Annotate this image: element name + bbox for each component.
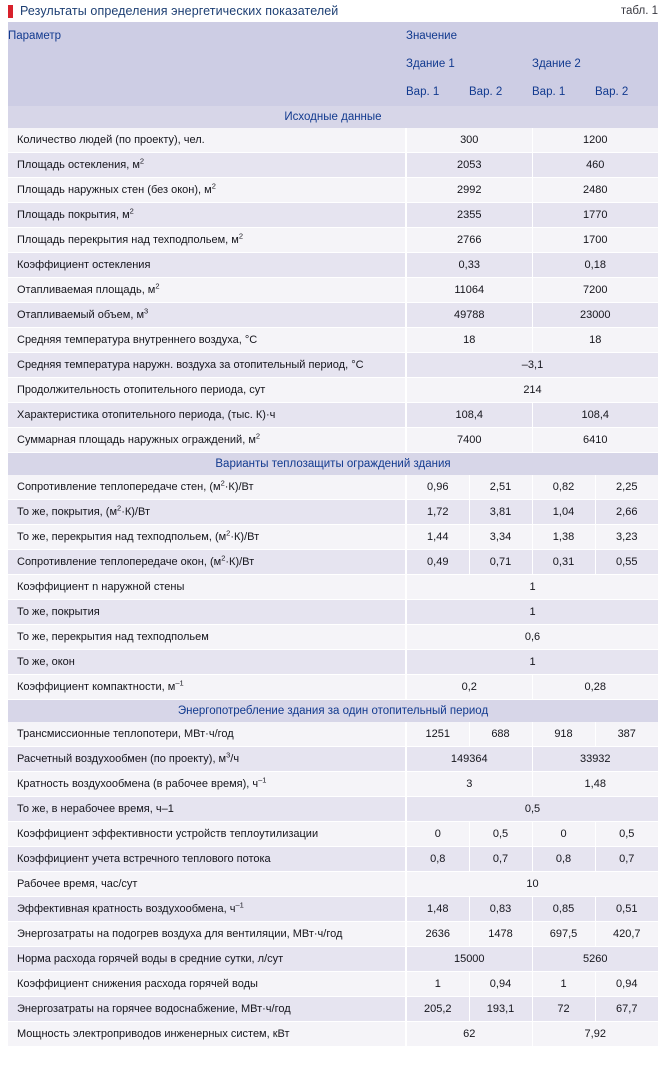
value-cell: 0,83	[469, 897, 532, 922]
section-header-row	[8, 453, 658, 476]
value-cell: 2636	[406, 922, 469, 947]
parameter-label: Площадь наружных стен (без окон), $м^2$	[8, 178, 406, 203]
parameter-label: Отапливаемая площадь, $м^2$	[8, 278, 406, 303]
table-row	[8, 575, 658, 600]
value-cell: 0,33	[406, 253, 532, 278]
table-row	[8, 428, 658, 453]
table-row	[8, 353, 658, 378]
value-cell: 193,1	[469, 997, 532, 1022]
value-cell: 1	[406, 972, 469, 997]
value-cell: 1	[406, 650, 658, 675]
value-cell: 1478	[469, 922, 532, 947]
value-cell: 6410	[532, 428, 658, 453]
value-cell: 0,7	[469, 847, 532, 872]
table-bottom-rule	[8, 1047, 658, 1049]
table-row	[8, 772, 658, 797]
value-cell: 10	[406, 872, 658, 897]
parameter-label: Трансмиссионные теплопотери, МВт·ч/год	[8, 722, 406, 747]
table-row	[8, 203, 658, 228]
value-cell: 1	[406, 575, 658, 600]
table-row	[8, 997, 658, 1022]
table-row	[8, 178, 658, 203]
table-row	[8, 1022, 658, 1047]
table-row	[8, 625, 658, 650]
parameter-label: Коэффициент учета встречного теплового потока	[8, 847, 406, 872]
parameter-label: Коэффициент компактности, $м^{-1}$	[8, 675, 406, 700]
table-row	[8, 128, 658, 153]
value-cell: 108,4	[406, 403, 532, 428]
value-cell: 49788	[406, 303, 532, 328]
table-row	[8, 872, 658, 897]
table-row	[8, 972, 658, 997]
value-cell: 460	[532, 153, 658, 178]
table-row	[8, 525, 658, 550]
table-row	[8, 847, 658, 872]
table-row	[8, 550, 658, 575]
value-cell: 3,34	[469, 525, 532, 550]
value-cell: 0,8	[532, 847, 595, 872]
table-row	[8, 722, 658, 747]
parameter-label: Коэффициент остекления	[8, 253, 406, 278]
parameter-label: То же, перекрытия над техподпольем	[8, 625, 406, 650]
value-cell: 18	[532, 328, 658, 353]
table-row	[8, 153, 658, 178]
value-cell: 0,8	[406, 847, 469, 872]
value-cell: 387	[595, 722, 658, 747]
value-cell: 214	[406, 378, 658, 403]
section-title: Варианты теплозащиты ограждений здания	[8, 453, 658, 476]
value-cell: 2766	[406, 228, 532, 253]
table-row	[8, 822, 658, 847]
parameter-label: Площадь покрытия, $м^2$	[8, 203, 406, 228]
value-cell: 2480	[532, 178, 658, 203]
value-cell: 0,7	[595, 847, 658, 872]
value-cell: –3,1	[406, 353, 658, 378]
parameter-label: Энергозатраты на подогрев воздуха для вентиляции, МВт·ч/год	[8, 922, 406, 947]
column-header-building-1: Здание 1	[406, 50, 532, 78]
value-cell: 1,44	[406, 525, 469, 550]
value-cell: 0,55	[595, 550, 658, 575]
value-cell: 1	[406, 600, 658, 625]
value-cell: 2355	[406, 203, 532, 228]
value-cell: 0	[532, 822, 595, 847]
value-cell: 0,31	[532, 550, 595, 575]
value-cell: 1,48	[532, 772, 658, 797]
value-cell: 11064	[406, 278, 532, 303]
column-header-b1-var2: Вар. 2	[469, 78, 532, 106]
value-cell: 0	[406, 822, 469, 847]
parameter-label: Средняя температура наружн. воздуха за отопительный период, °С	[8, 353, 406, 378]
value-cell: 62	[406, 1022, 532, 1047]
parameter-label: То же, перекрытия над техподпольем, $(м^2\cdot К)/Вт$	[8, 525, 406, 550]
table-row	[8, 378, 658, 403]
value-cell: 33932	[532, 747, 658, 772]
table-caption-bar	[0, 0, 666, 22]
table-row	[8, 947, 658, 972]
column-header-b2-var2: Вар. 2	[595, 78, 658, 106]
value-cell: 0,94	[595, 972, 658, 997]
table-row	[8, 228, 658, 253]
value-cell: 1251	[406, 722, 469, 747]
value-cell: 0,96	[406, 475, 469, 500]
value-cell: 18	[406, 328, 532, 353]
parameter-label: Средняя температура внутреннего воздуха, °С	[8, 328, 406, 353]
table-row	[8, 650, 658, 675]
value-cell: 5260	[532, 947, 658, 972]
table-row	[8, 600, 658, 625]
parameter-label: Суммарная площадь наружных ограждений, $м^2$	[8, 428, 406, 453]
value-cell: 15000	[406, 947, 532, 972]
parameter-label: Мощность электроприводов инженерных систем, кВт	[8, 1022, 406, 1047]
table-row	[8, 747, 658, 772]
value-cell: 7400	[406, 428, 532, 453]
column-header-value: Значение	[406, 22, 658, 50]
value-cell: 67,7	[595, 997, 658, 1022]
red-marker-icon	[8, 5, 13, 18]
table-row	[8, 897, 658, 922]
table-row	[8, 403, 658, 428]
value-cell: 1700	[532, 228, 658, 253]
value-cell: 2053	[406, 153, 532, 178]
value-cell: 0,5	[406, 797, 658, 822]
parameter-label: Продолжительность отопительного периода, сут	[8, 378, 406, 403]
parameter-label: То же, покрытия, $(м^2\cdot К)/Вт$	[8, 500, 406, 525]
parameter-label: Расчетный воздухообмен (по проекту), $м^3/ч$	[8, 747, 406, 772]
energy-indicators-table	[8, 22, 658, 1047]
value-cell: 7,92	[532, 1022, 658, 1047]
value-cell: 0,82	[532, 475, 595, 500]
table-row	[8, 675, 658, 700]
table-row	[8, 253, 658, 278]
value-cell: 1,38	[532, 525, 595, 550]
value-cell: 0,2	[406, 675, 532, 700]
value-cell: 0,28	[532, 675, 658, 700]
parameter-label: Кратность воздухообмена (в рабочее время), $ч^{-1}$	[8, 772, 406, 797]
parameter-label: Норма расхода горячей воды в средние сутки, л/сут	[8, 947, 406, 972]
parameter-label: Коэффициент n наружной стены	[8, 575, 406, 600]
table-row	[8, 328, 658, 353]
section-header-row	[8, 700, 658, 723]
value-cell: 0,49	[406, 550, 469, 575]
value-cell: 149364	[406, 747, 532, 772]
parameter-label: Эффективная кратность воздухообмена, $ч^{-1}$	[8, 897, 406, 922]
parameter-label: Площадь остекления, $м^2$	[8, 153, 406, 178]
value-cell: 2,25	[595, 475, 658, 500]
value-cell: 0,6	[406, 625, 658, 650]
value-cell: 2,51	[469, 475, 532, 500]
value-cell: 0,94	[469, 972, 532, 997]
table-row	[8, 303, 658, 328]
parameter-label: То же, покрытия	[8, 600, 406, 625]
column-header-b2-var1: Вар. 1	[532, 78, 595, 106]
header-row-1	[8, 22, 658, 50]
parameter-label: Энергозатраты на горячее водоснабжение, МВт·ч/год	[8, 997, 406, 1022]
value-cell: 300	[406, 128, 532, 153]
table-number-label: табл. 1	[620, 5, 658, 17]
value-cell: 23000	[532, 303, 658, 328]
value-cell: 0,71	[469, 550, 532, 575]
section-header-row	[8, 106, 658, 128]
parameter-label: Характеристика отопительного периода, (тыс. К)·ч	[8, 403, 406, 428]
value-cell: 0,5	[595, 822, 658, 847]
section-title: Исходные данные	[8, 106, 658, 128]
table-row	[8, 797, 658, 822]
table-row	[8, 500, 658, 525]
value-cell: 3	[406, 772, 532, 797]
value-cell: 108,4	[532, 403, 658, 428]
value-cell: 7200	[532, 278, 658, 303]
value-cell: 0,18	[532, 253, 658, 278]
parameter-label: Коэффициент снижения расхода горячей воды	[8, 972, 406, 997]
section-title: Энергопотребление здания за один отопительный период	[8, 700, 658, 723]
table-row	[8, 922, 658, 947]
table-row	[8, 278, 658, 303]
table-row	[8, 475, 658, 500]
parameter-label: Отапливаемый объем, $м^3$	[8, 303, 406, 328]
table-body	[8, 106, 658, 1047]
value-cell: 1200	[532, 128, 658, 153]
value-cell: 1	[532, 972, 595, 997]
column-header-b1-var1: Вар. 1	[406, 78, 469, 106]
value-cell: 420,7	[595, 922, 658, 947]
value-cell: 1,04	[532, 500, 595, 525]
parameter-label: Сопротивление теплопередаче окон, $(м^2\cdot К)/Вт$	[8, 550, 406, 575]
column-header-building-2: Здание 2	[532, 50, 658, 78]
value-cell: 697,5	[532, 922, 595, 947]
value-cell: 688	[469, 722, 532, 747]
parameter-label: Сопротивление теплопередаче стен, $(м^2\cdot К)/Вт$	[8, 475, 406, 500]
value-cell: 1,48	[406, 897, 469, 922]
value-cell: 2992	[406, 178, 532, 203]
value-cell: 72	[532, 997, 595, 1022]
value-cell: 0,51	[595, 897, 658, 922]
value-cell: 918	[532, 722, 595, 747]
value-cell: 1,72	[406, 500, 469, 525]
value-cell: 205,2	[406, 997, 469, 1022]
value-cell: 1770	[532, 203, 658, 228]
column-header-parameter: Параметр	[8, 22, 406, 106]
value-cell: 2,66	[595, 500, 658, 525]
value-cell: 0,85	[532, 897, 595, 922]
parameter-label: Площадь перекрытия над техподпольем, $м^2$	[8, 228, 406, 253]
parameter-label: То же, окон	[8, 650, 406, 675]
value-cell: 3,23	[595, 525, 658, 550]
value-cell: 0,5	[469, 822, 532, 847]
parameter-label: Количество людей (по проекту), чел.	[8, 128, 406, 153]
parameter-label: Рабочее время, час/сут	[8, 872, 406, 897]
value-cell: 3,81	[469, 500, 532, 525]
parameter-label: То же, в нерабочее время, ч–1	[8, 797, 406, 822]
page-title: Результаты определения энергетических показателей	[20, 4, 339, 18]
parameter-label: Коэффициент эффективности устройств теплоутилизации	[8, 822, 406, 847]
table-head	[8, 22, 658, 106]
